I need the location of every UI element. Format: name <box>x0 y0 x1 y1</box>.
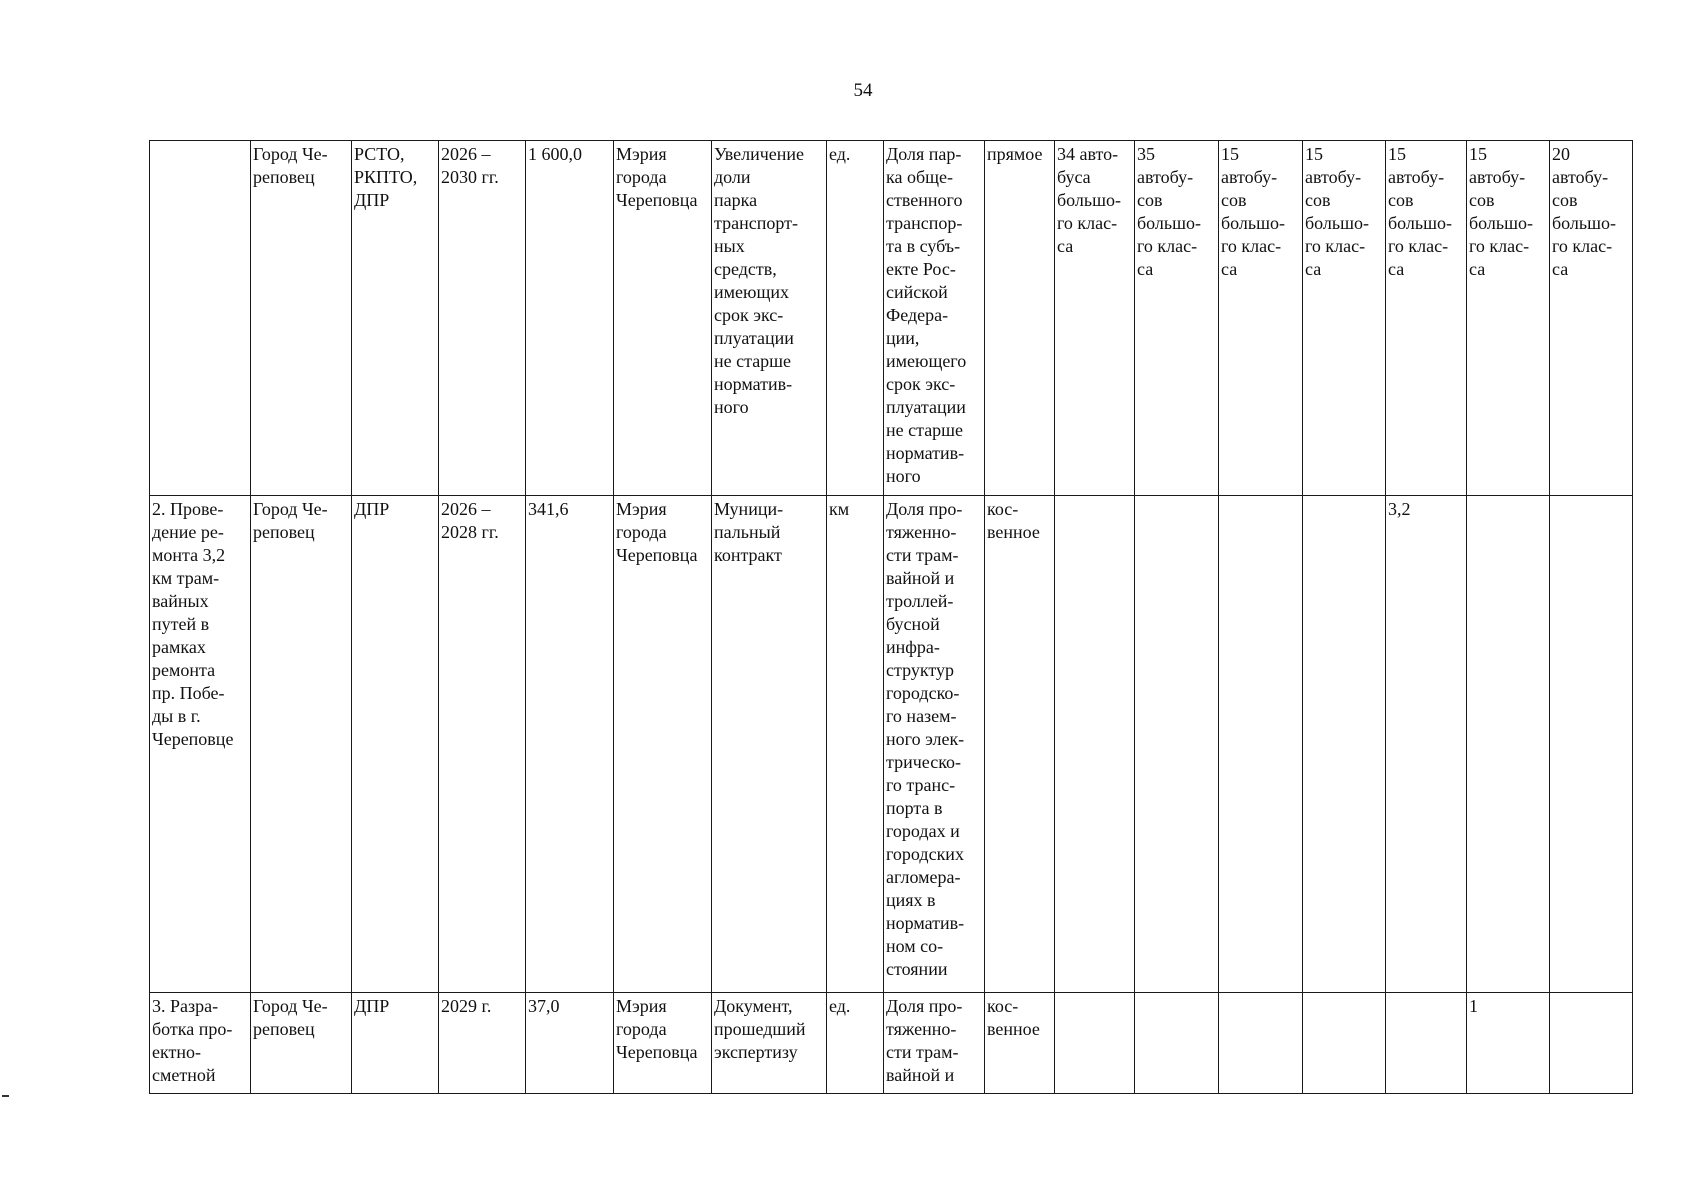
table-cell: 15 автобу- сов большо- го клас- са <box>1303 141 1386 496</box>
table-cell: Мэрия города Череповца <box>614 141 712 496</box>
table-cell: Увеличение доли парка транспорт- ных средств, имеющих срок экс- плуатации не старше норматив- ного <box>712 141 827 496</box>
table-cell: 2. Прове- дение ре- монта 3,2 км трам- вайных путей в рамках ремонта пр. Побе- ды в г. Череповце <box>150 496 251 993</box>
table-cell <box>1219 993 1303 1094</box>
table-cell <box>1386 993 1467 1094</box>
table-cell: 20 автобу- сов большо- го клас- са <box>1550 141 1633 496</box>
table-cell: РСТО, РКПТО, ДПР <box>352 141 439 496</box>
table-cell: 2029 г. <box>439 993 526 1094</box>
table-cell: Мэрия города Череповца <box>614 496 712 993</box>
table-cell: ед. <box>827 993 884 1094</box>
table-cell <box>1303 993 1386 1094</box>
table-cell: ДПР <box>352 993 439 1094</box>
measures-table <box>149 140 1633 1094</box>
table-cell: 34 авто- буса большо- го клас- са <box>1055 141 1135 496</box>
table-cell: 15 автобу- сов большо- го клас- са <box>1386 141 1467 496</box>
table-cell: ДПР <box>352 496 439 993</box>
table-cell: кос- венное <box>985 496 1055 993</box>
table-cell: Доля пар- ка обще- ственного транспор- та в субъ- екте Рос- сийской Федера- ции, имеющего срок экс- плуатации не старше норматив- ного <box>884 141 985 496</box>
table-cell: 15 автобу- сов большо- го клас- са <box>1219 141 1303 496</box>
table-cell: кос- венное <box>985 993 1055 1094</box>
table-cell: 15 автобу- сов большо- го клас- са <box>1467 141 1550 496</box>
table-row <box>150 496 1633 993</box>
table-cell: 37,0 <box>526 993 614 1094</box>
table-row <box>150 141 1633 496</box>
table-cell <box>150 141 251 496</box>
table-cell: 3,2 <box>1386 496 1467 993</box>
table-cell <box>1135 496 1219 993</box>
table-cell <box>1055 993 1135 1094</box>
table-cell: Муници- пальный контракт <box>712 496 827 993</box>
table-cell <box>1219 496 1303 993</box>
table-cell <box>1135 993 1219 1094</box>
table-cell <box>1550 496 1633 993</box>
edge-mark <box>2 1095 9 1097</box>
table-cell: Доля про- тяженно- сти трам- вайной и троллей- бусной инфра- структур городско- го назем- ного элек- трическо- го транс- порта в городах и городских агломера- циях в норматив- ном со- стоянии <box>884 496 985 993</box>
table-cell: 35 автобу- сов большо- го клас- са <box>1135 141 1219 496</box>
table-cell: прямое <box>985 141 1055 496</box>
table-cell: 1 600,0 <box>526 141 614 496</box>
table-cell <box>1303 496 1386 993</box>
table-cell <box>1055 496 1135 993</box>
table-cell <box>1550 993 1633 1094</box>
table-cell <box>1467 496 1550 993</box>
table-cell: ед. <box>827 141 884 496</box>
table-cell: 1 <box>1467 993 1550 1094</box>
table-cell: Город Че- реповец <box>251 141 352 496</box>
table-cell: 3. Разра- ботка про- ектно- сметной <box>150 993 251 1094</box>
table-row <box>150 993 1633 1094</box>
table-cell: Мэрия города Череповца <box>614 993 712 1094</box>
table-cell: 2026 – 2030 гг. <box>439 141 526 496</box>
table-cell: 341,6 <box>526 496 614 993</box>
table-cell: Документ, прошедший экспертизу <box>712 993 827 1094</box>
table-cell: 2026 – 2028 гг. <box>439 496 526 993</box>
table-cell: Город Че- реповец <box>251 496 352 993</box>
page-number: 54 <box>853 80 873 101</box>
table-cell: Город Че- реповец <box>251 993 352 1094</box>
table-cell: Доля про- тяженно- сти трам- вайной и <box>884 993 985 1094</box>
table-cell: км <box>827 496 884 993</box>
